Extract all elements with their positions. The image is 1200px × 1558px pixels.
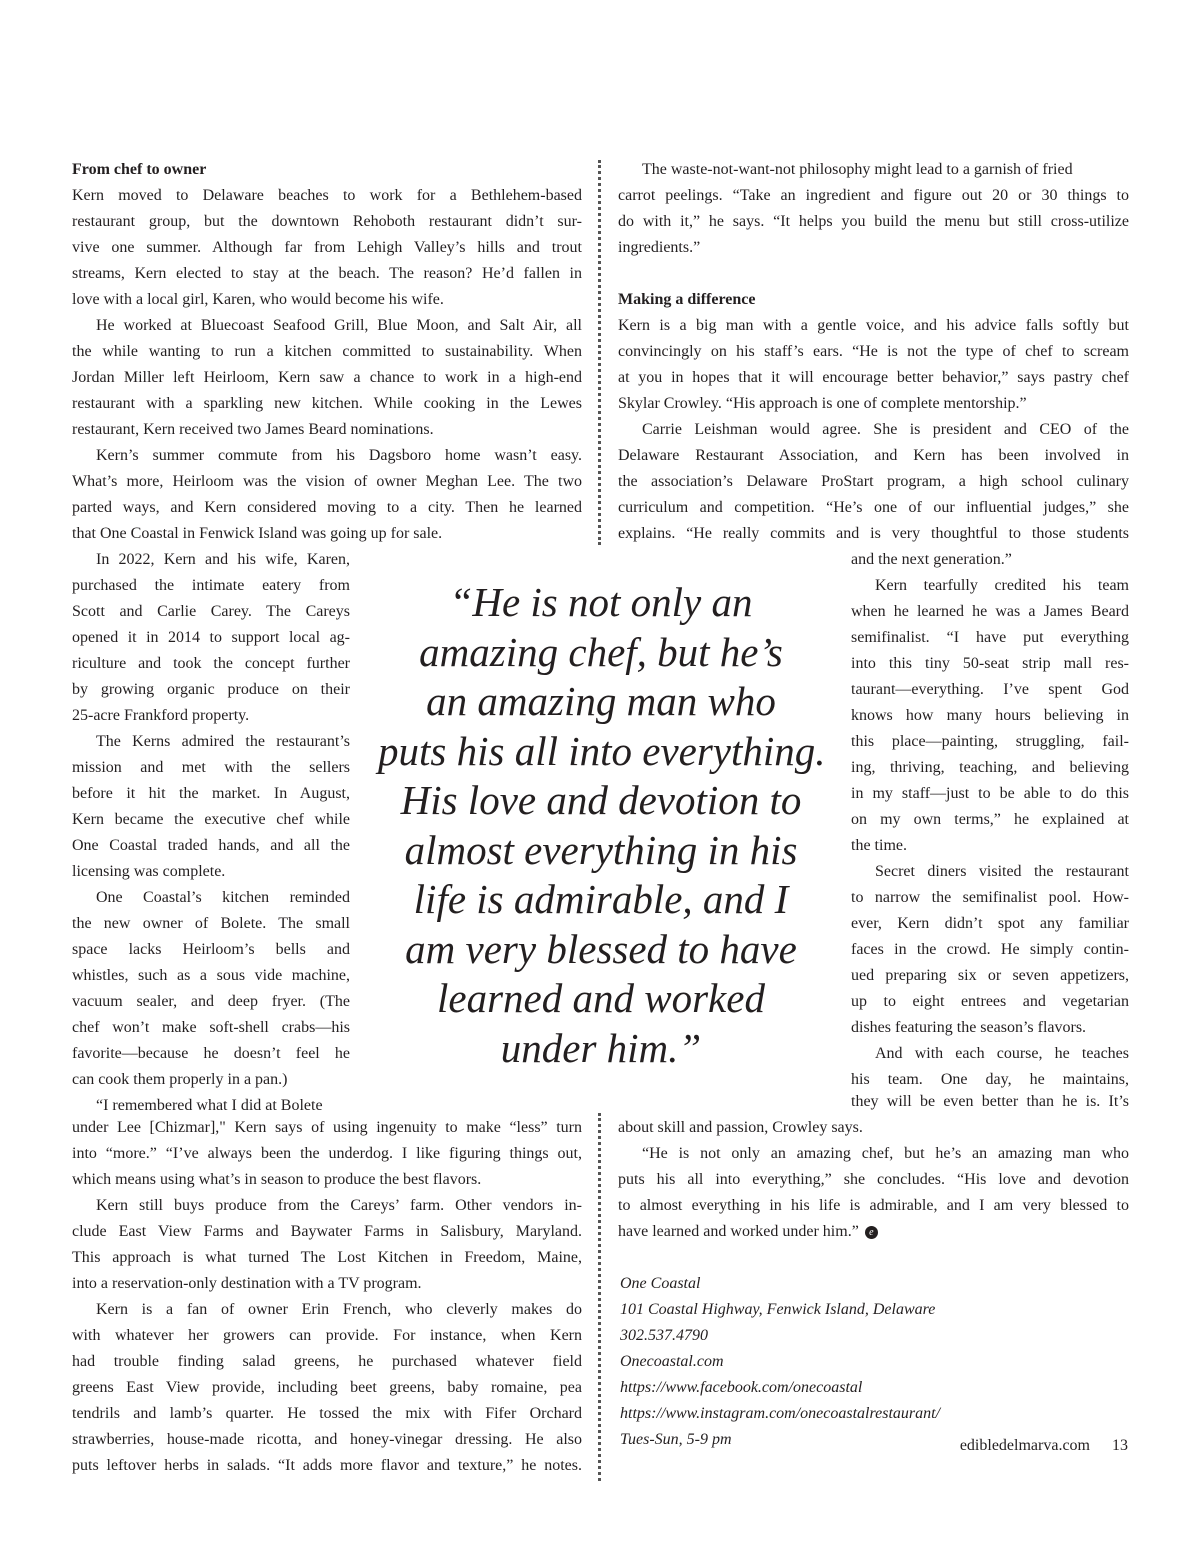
info-address: 101 Coastal Highway, Fenwick Island, Delaware xyxy=(620,1301,936,1318)
body-line: Carrie Leishman would agree. She is president and CEO of the xyxy=(642,421,1129,438)
body-line: chef won’t make soft-shell crabs—his xyxy=(72,1019,350,1036)
info-website-link[interactable]: Onecoastal.com xyxy=(620,1353,724,1370)
body-line: ued preparing six or seven appetizers, xyxy=(851,967,1129,984)
body-line: the new owner of Bolete. The small xyxy=(72,915,350,932)
body-line: they will be even better than he is. It’s xyxy=(851,1093,1129,1110)
body-line: taurant—everything. I’ve spent God xyxy=(851,681,1129,698)
body-line: Kern became the executive chef while xyxy=(72,811,350,828)
body-line: dishes featuring the season’s flavors. xyxy=(851,1019,1087,1036)
body-line: favorite—because he doesn’t feel he xyxy=(72,1045,350,1062)
body-line: “I remembered what I did at Bolete xyxy=(96,1097,323,1114)
body-line: in my staff—just to be able to do this xyxy=(851,785,1129,802)
body-line: strawberries, house-made ricotta, and honey-vinegar dressing. He also xyxy=(72,1431,582,1448)
body-line: into a reservation-only destination with a TV program. xyxy=(72,1275,422,1292)
body-line: semifinalist. “I have put everything xyxy=(851,629,1129,646)
pull-quote-line: am very blessed to have xyxy=(405,925,797,972)
body-line: on my own terms,” he explained at xyxy=(851,811,1129,828)
column-divider xyxy=(598,160,601,545)
body-line: This approach is what turned The Lost Kitchen in Freedom, Maine, xyxy=(72,1249,582,1266)
body-line: which means using what’s in season to produce the best flavors. xyxy=(72,1171,482,1188)
body-line: Scott and Carlie Carey. The Careys xyxy=(72,603,350,620)
body-line: about skill and passion, Crowley says. xyxy=(618,1119,863,1136)
column-divider xyxy=(598,1113,601,1481)
info-phone: 302.537.4790 xyxy=(620,1327,708,1344)
body-line: The waste-not-want-not philosophy might lead to a garnish of fried xyxy=(642,161,1073,178)
body-line: puts leftover herbs in salads. “It adds more flavor and texture,” he notes. xyxy=(72,1457,582,1474)
body-line: opened it in 2014 to support local ag- xyxy=(72,629,350,646)
pull-quote-line: amazing chef, but he’s xyxy=(419,628,783,675)
page-footer xyxy=(960,1437,1128,1455)
body-line: faces in the crowd. He simply contin- xyxy=(851,941,1129,958)
body-line xyxy=(618,1219,878,1245)
body-line: with whatever her growers can provide. For instance, when Kern xyxy=(72,1327,582,1344)
pull-quote-line: His love and devotion to xyxy=(400,777,802,823)
body-line: love with a local girl, Karen, who would become his wife. xyxy=(72,291,444,308)
body-line: riculture and took the concept further xyxy=(72,655,350,672)
body-line: Kern moved to Delaware beaches to work for a Bethlehem-based xyxy=(72,187,582,204)
info-instagram-link[interactable]: https://www.instagram.com/onecoastalrestaurant/ xyxy=(620,1405,941,1422)
body-line: knows how many hours believing in xyxy=(851,707,1129,724)
body-line: his team. One day, he maintains, xyxy=(851,1071,1129,1088)
body-line: “He is not only an amazing chef, but he’s an amazing man who xyxy=(642,1145,1129,1162)
body-line: curriculum and competition. “He’s one of our influential judges,” she xyxy=(618,499,1129,516)
body-line: space lacks Heirloom’s bells and xyxy=(72,941,350,958)
body-line: this place—painting, struggling, fail- xyxy=(851,733,1129,750)
body-line: carrot peelings. “Take an ingredient and figure out 20 or 30 things to xyxy=(618,187,1129,204)
body-line: before it hit the market. In August, xyxy=(72,785,350,802)
edible-end-mark-icon: e xyxy=(865,1226,878,1239)
pull-quote-line: “He is not only an xyxy=(449,579,753,625)
body-line: What’s more, Heirloom was the vision of owner Meghan Lee. The two xyxy=(72,473,582,490)
body-line: greens East View provide, including beet greens, baby romaine, pea xyxy=(72,1379,582,1396)
body-line: can cook them properly in a pan.) xyxy=(72,1071,288,1088)
body-line: ing, thriving, teaching, and believing xyxy=(851,759,1129,776)
body-line: to almost everything in his life is admirable, and I am very blessed to xyxy=(618,1197,1129,1214)
body-line: Skylar Crowley. “His approach is one of complete mentorship.” xyxy=(618,395,1027,412)
body-line: streams, Kern elected to stay at the beach. The reason? He’d fallen in xyxy=(72,265,582,282)
body-line: that One Coastal in Fenwick Island was going up for sale. xyxy=(72,525,443,542)
closing-line: have learned and worked under him.” xyxy=(618,1223,859,1240)
body-line: puts his all into everything,” she concludes. “His love and devotion xyxy=(618,1171,1129,1188)
body-line: to narrow the semifinalist pool. How- xyxy=(851,889,1129,906)
body-line: Kern tearfully credited his team xyxy=(875,577,1129,594)
body-line: Kern’s summer commute from his Dagsboro home wasn’t easy. xyxy=(96,447,582,464)
pull-quote-line: an amazing man who xyxy=(426,678,776,724)
pull-quote-line: puts his all into everything. xyxy=(378,727,826,774)
body-line: whistles, such as a sous vide machine, xyxy=(72,967,350,984)
body-line: the association’s Delaware ProStart program, a high school culinary xyxy=(618,473,1129,490)
body-line: by growing organic produce on their xyxy=(72,681,350,698)
body-line: explains. “He really commits and is very thoughtful to those students xyxy=(618,525,1129,542)
body-line: at you in hopes that it will encourage better behavior,” says pastry chef xyxy=(618,369,1129,386)
body-line: up to eight entrees and vegetarian xyxy=(851,993,1129,1010)
body-line: restaurant with a sparkling new kitchen. While cooking in the Lewes xyxy=(72,395,582,412)
pull-quote xyxy=(378,578,824,1073)
body-line: under Lee [Chizmar]," Kern says of using ingenuity to make “less” turn xyxy=(72,1119,582,1136)
body-line: Kern still buys produce from the Careys’ farm. Other vendors in- xyxy=(96,1197,582,1214)
body-line: ever, Kern didn’t spot any familiar xyxy=(851,915,1129,932)
body-line: One Coastal’s kitchen reminded xyxy=(96,889,350,906)
body-line: 25-acre Frankford property. xyxy=(72,707,250,724)
body-line: In 2022, Kern and his wife, Karen, xyxy=(96,551,350,568)
pull-quote-line: almost everything in his xyxy=(404,826,798,873)
section-heading-making-difference: Making a difference xyxy=(618,291,756,308)
info-name: One Coastal xyxy=(620,1275,701,1292)
body-line: the while wanting to run a kitchen committed to sustainability. When xyxy=(72,343,582,360)
page-number: 13 xyxy=(1112,1437,1128,1454)
body-line: Secret diners visited the restaurant xyxy=(875,863,1129,880)
body-line: parted ways, and Kern considered moving to a city. Then he learned xyxy=(72,499,582,516)
body-line: He worked at Bluecoast Seafood Grill, Blue Moon, and Salt Air, all xyxy=(96,317,582,334)
pull-quote-line: life is admirable, and I xyxy=(413,876,789,922)
body-line: convincingly on his staff’s ears. “He is not the type of chef to scream xyxy=(618,343,1129,360)
body-line: clude East View Farms and Baywater Farms in Salisbury, Maryland. xyxy=(72,1223,582,1240)
body-line: Delaware Restaurant Association, and Kern has been involved in xyxy=(618,447,1129,464)
pull-quote-line: under him.” xyxy=(500,1024,702,1071)
body-line: the time. xyxy=(851,837,907,854)
info-hours: Tues-Sun, 5-9 pm xyxy=(620,1431,732,1448)
body-line: into “more.” “I’ve always been the underdog. I like figuring things out, xyxy=(72,1145,582,1162)
section-heading-chef-to-owner: From chef to owner xyxy=(72,161,207,178)
pull-quote-line: learned and worked xyxy=(437,975,765,1021)
body-line: vive one summer. Although far from Lehigh Valley’s hills and trout xyxy=(72,239,582,256)
footer-site-link[interactable]: edibledelmarva.com xyxy=(959,1437,1090,1454)
body-line: And with each course, he teaches xyxy=(875,1045,1129,1062)
body-line: The Kerns admired the restaurant’s xyxy=(96,733,350,750)
body-line: restaurant, Kern received two James Beard nominations. xyxy=(72,421,434,438)
body-line: tendrils and lamb’s quarter. He tossed the mix with Fifer Orchard xyxy=(72,1405,582,1422)
body-line: had trouble finding salad greens, he purchased whatever field xyxy=(72,1353,582,1370)
body-line: ingredients.” xyxy=(618,239,701,256)
body-line: Kern is a big man with a gentle voice, and his advice falls softly but xyxy=(618,317,1129,334)
info-facebook-link[interactable]: https://www.facebook.com/onecoastal xyxy=(620,1379,863,1396)
body-line: do with it,” he says. “It helps you build the menu but still cross-utilize xyxy=(618,213,1129,230)
body-line: mission and met with the sellers xyxy=(72,759,350,776)
body-line: One Coastal traded hands, and all the xyxy=(72,837,350,854)
body-line: Kern is a fan of owner Erin French, who cleverly makes do xyxy=(96,1301,582,1318)
body-line: vacuum sealer, and deep fryer. (The xyxy=(72,993,350,1010)
body-line: purchased the intimate eatery from xyxy=(72,577,350,594)
body-line: licensing was complete. xyxy=(72,863,226,880)
body-line: and the next generation.” xyxy=(851,551,1012,568)
body-line: Jordan Miller left Heirloom, Kern saw a chance to work in a high-end xyxy=(72,369,582,386)
body-line: restaurant group, but the downtown Rehoboth restaurant didn’t sur- xyxy=(72,213,582,230)
body-line: when he learned he was a James Beard xyxy=(851,603,1129,620)
body-line: into this tiny 50-seat strip mall res- xyxy=(851,655,1129,672)
